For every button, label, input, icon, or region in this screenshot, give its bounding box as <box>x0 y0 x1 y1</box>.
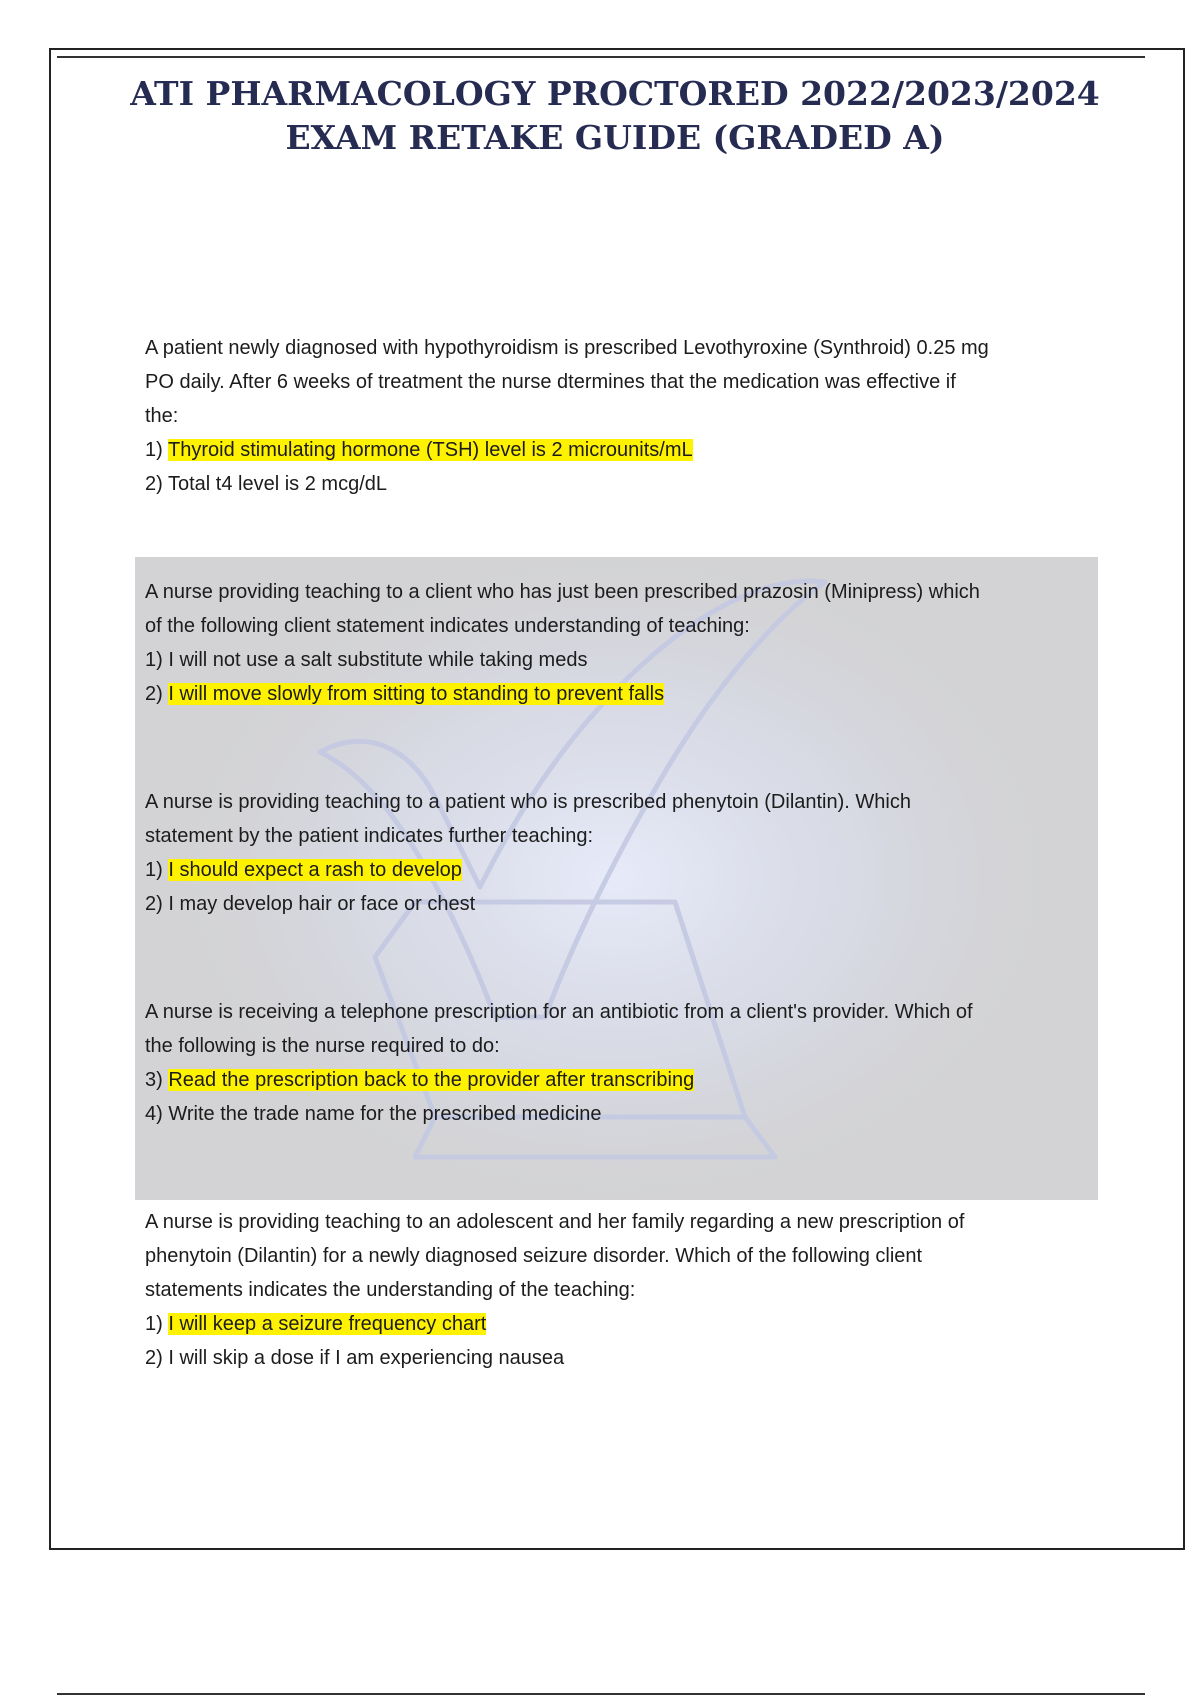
option-text: I may develop hair or face or chest <box>168 893 476 915</box>
bottom-rule <box>57 1693 1145 1695</box>
question-2-option-1 <box>145 643 1085 677</box>
question-4-option-2 <box>145 1097 1085 1131</box>
question-1-stem-line-1: A patient newly diagnosed with hypothyroidism is prescribed Levothyroxine (Synthroid) 0.25 mg <box>145 337 989 359</box>
question-3-option-2 <box>145 887 1085 921</box>
option-text-highlighted: I will keep a seizure frequency chart <box>168 1313 487 1335</box>
option-number: 4) <box>145 1103 163 1125</box>
title-line-2: EXAM RETAKE GUIDE (GRADED A) <box>285 118 945 157</box>
top-rule <box>57 56 1145 58</box>
option-text: Write the trade name for the prescribed medicine <box>168 1103 602 1125</box>
question-5-option-2 <box>145 1341 1085 1375</box>
option-text-highlighted: Thyroid stimulating hormone (TSH) level is 2 microunits/mL <box>168 439 693 461</box>
question-1 <box>145 331 1085 501</box>
option-number: 1) <box>145 1313 163 1335</box>
option-number: 2) <box>145 683 163 705</box>
option-number: 1) <box>145 649 163 671</box>
question-2 <box>145 575 1085 711</box>
question-1-option-2 <box>145 467 1085 501</box>
question-3 <box>145 785 1085 921</box>
question-1-option-1 <box>145 433 1085 467</box>
option-text-highlighted: I should expect a rash to develop <box>168 859 462 881</box>
option-number: 2) <box>145 893 163 915</box>
question-3-stem-line-1: A nurse is providing teaching to a patient who is prescribed phenytoin (Dilantin). Which <box>145 791 911 813</box>
option-number: 2) <box>145 473 163 495</box>
question-3-option-1 <box>145 853 1085 887</box>
title-line-1: ATI PHARMACOLOGY PROCTORED 2022/2023/2024 <box>130 74 1100 113</box>
option-text: I will not use a salt substitute while taking meds <box>168 649 588 671</box>
option-number: 1) <box>145 439 163 461</box>
question-5-stem-line-1: A nurse is providing teaching to an adolescent and her family regarding a new prescription of <box>145 1211 965 1233</box>
question-5-option-1 <box>145 1307 1085 1341</box>
question-2-stem-line-1: A nurse providing teaching to a client who has just been prescribed prazosin (Minipress) which <box>145 581 980 603</box>
option-text: Total t4 level is 2 mcg/dL <box>168 473 387 495</box>
option-text-highlighted: Read the prescription back to the provider after transcribing <box>168 1069 695 1091</box>
option-text-highlighted: I will move slowly from sitting to standing to prevent falls <box>168 683 665 705</box>
question-5-stem-line-3: statements indicates the understanding of the teaching: <box>145 1279 636 1301</box>
question-5 <box>145 1205 1085 1375</box>
question-1-stem-line-2: PO daily. After 6 weeks of treatment the nurse dtermines that the medication was effective if <box>145 371 956 393</box>
question-3-stem-line-2: statement by the patient indicates further teaching: <box>145 825 594 847</box>
question-5-stem-line-2: phenytoin (Dilantin) for a newly diagnosed seizure disorder. Which of the following client <box>145 1245 923 1267</box>
document-title <box>60 72 1170 160</box>
option-number: 2) <box>145 1347 163 1369</box>
question-4-stem-line-2: the following is the nurse required to do: <box>145 1035 500 1057</box>
question-2-stem-line-2: of the following client statement indicates understanding of teaching: <box>145 615 750 637</box>
question-2-option-2 <box>145 677 1085 711</box>
question-4-option-1 <box>145 1063 1085 1097</box>
question-4-stem-line-1: A nurse is receiving a telephone prescription for an antibiotic from a client's provider. Which of <box>145 1001 973 1023</box>
option-number: 1) <box>145 859 163 881</box>
option-number: 3) <box>145 1069 163 1091</box>
question-1-stem-line-3: the: <box>145 405 179 427</box>
option-text: I will skip a dose if I am experiencing nausea <box>168 1347 565 1369</box>
question-4 <box>145 995 1085 1131</box>
